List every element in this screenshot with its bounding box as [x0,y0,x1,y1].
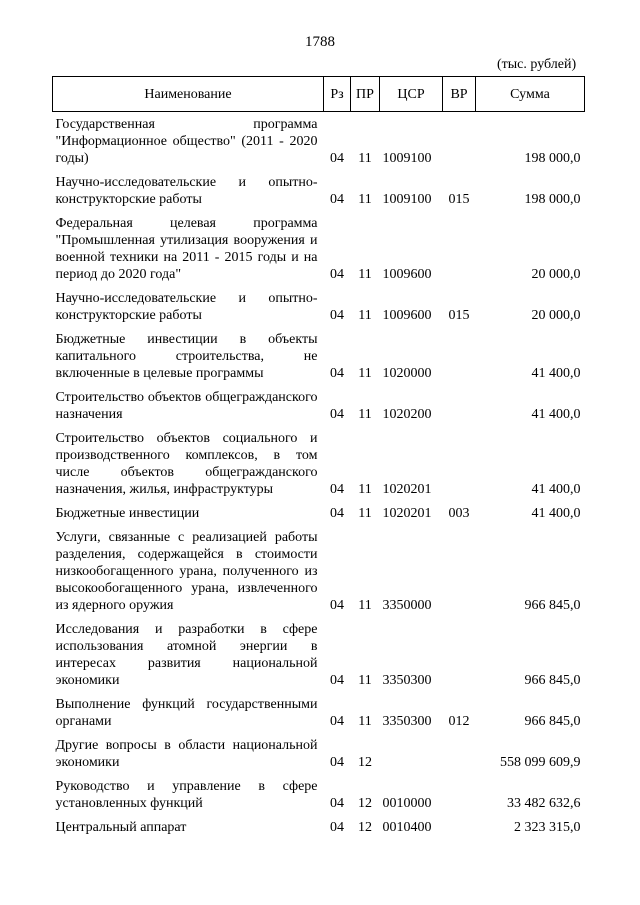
cell-vr: 003 [448,506,470,521]
cell-csr [380,733,443,774]
cell-pr: 12 [358,820,372,835]
column-header-vr: ВР [443,77,476,112]
table-row [53,211,585,286]
table-row [53,525,585,617]
cell-rz: 04 [330,308,344,323]
cell-name: Бюджетные инвестиции в объекты капитального строительства, не включенные в целевые программы [55,332,318,381]
cell-sum: 966 845,0 [524,714,581,729]
cell-pr: 11 [358,366,372,381]
cell-pr: 11 [358,267,372,282]
cell-rz: 04 [330,366,344,381]
table-row [53,774,585,815]
table-row [53,692,585,733]
cell-vr [443,815,476,839]
cell-vr [443,733,476,774]
table-row [53,815,585,839]
cell-csr: 1020000 [382,366,432,381]
cell-pr: 11 [358,151,372,166]
cell-name: Исследования и разработки в сфере использования атомной энергии в интересах развития национальной экономики [55,622,318,688]
cell-sum: 41 400,0 [531,482,581,497]
cell-pr: 11 [358,598,372,613]
cell-sum: 198 000,0 [524,192,581,207]
cell-csr: 3350300 [382,714,432,729]
cell-rz: 04 [330,482,344,497]
table-row [53,327,585,385]
cell-name: Научно-исследовательские и опытно-конструкторские работы [55,291,318,323]
cell-vr [443,426,476,501]
cell-csr: 1020200 [382,407,432,422]
cell-vr [443,385,476,426]
cell-name: Строительство объектов общегражданского назначения [55,390,318,422]
cell-vr [443,112,476,171]
column-header-name: Наименование [53,77,324,112]
cell-vr: 015 [448,308,470,323]
cell-pr: 11 [358,673,372,688]
cell-vr: 012 [448,714,470,729]
cell-csr: 3350000 [382,598,432,613]
cell-csr: 3350300 [382,673,432,688]
cell-name: Другие вопросы в области национальной экономики [55,738,318,770]
cell-sum: 41 400,0 [531,366,581,381]
table-row [53,501,585,525]
cell-rz: 04 [330,407,344,422]
cell-csr: 0010400 [382,820,432,835]
units-note: (тыс. рублей) [497,57,577,72]
cell-vr [443,774,476,815]
cell-pr: 11 [358,482,372,497]
cell-sum: 198 000,0 [524,151,581,166]
cell-pr: 12 [358,755,372,770]
cell-vr [443,211,476,286]
cell-rz: 04 [330,714,344,729]
cell-sum: 558 099 609,9 [500,755,581,770]
cell-pr: 11 [358,407,372,422]
cell-name: Услуги, связанные с реализацией работы разделения, содержащейся в стоимости низкообогащенного урана, полученного из высокообогащенного урана, извлеченного из ядерного оружия [55,530,318,613]
cell-csr: 1009100 [382,151,432,166]
table-row [53,170,585,211]
cell-name: Государственная программа "Информационное общество" (2011 - 2020 годы) [55,117,318,166]
cell-rz: 04 [330,506,344,521]
cell-csr: 0010000 [382,796,432,811]
cell-vr [443,525,476,617]
table-row [53,617,585,692]
table-row [53,426,585,501]
cell-name: Руководство и управление в сфере установленных функций [55,779,318,811]
column-header-pr: ПР [351,77,380,112]
cell-name: Центральный аппарат [55,820,187,835]
budget-table [52,76,585,839]
cell-rz: 04 [330,267,344,282]
cell-rz: 04 [330,598,344,613]
cell-vr [443,327,476,385]
cell-rz: 04 [330,192,344,207]
cell-name: Бюджетные инвестиции [55,506,200,521]
cell-pr: 11 [358,506,372,521]
cell-sum: 20 000,0 [531,308,581,323]
cell-sum: 2 323 315,0 [514,820,581,835]
cell-pr: 11 [358,192,372,207]
cell-pr: 11 [358,308,372,323]
cell-sum: 41 400,0 [531,506,581,521]
column-header-csr: ЦСР [380,77,443,112]
cell-name: Федеральная целевая программа "Промышленная утилизация вооружения и военной техники на 2011 - 2015 годы и на период до 2020 года" [55,216,318,282]
cell-csr: 1009600 [382,308,432,323]
table-body [53,112,585,840]
cell-sum: 41 400,0 [531,407,581,422]
cell-sum: 33 482 632,6 [507,796,581,811]
table-row [53,286,585,327]
cell-rz: 04 [330,820,344,835]
table-row [53,733,585,774]
cell-csr: 1009100 [382,192,432,207]
cell-csr: 1020201 [382,482,432,497]
cell-name: Научно-исследовательские и опытно-конструкторские работы [55,175,318,207]
cell-name: Строительство объектов социального и производственного комплексов, в том числе объектов общегражданского назначения, жилья, инфраструктуры [55,431,318,497]
cell-rz: 04 [330,796,344,811]
cell-name: Выполнение функций государственными органами [55,697,318,729]
table-row [53,112,585,171]
cell-sum: 20 000,0 [531,267,581,282]
cell-sum: 966 845,0 [524,598,581,613]
column-header-sum: Сумма [476,77,585,112]
cell-sum: 966 845,0 [524,673,581,688]
cell-rz: 04 [330,151,344,166]
table-row [53,385,585,426]
page-number: 1788 [305,34,335,50]
cell-pr: 12 [358,796,372,811]
cell-pr: 11 [358,714,372,729]
table-header-row [53,77,585,112]
cell-vr: 015 [448,192,470,207]
column-header-rz: Рз [324,77,351,112]
cell-rz: 04 [330,755,344,770]
cell-csr: 1009600 [382,267,432,282]
cell-rz: 04 [330,673,344,688]
cell-vr [443,617,476,692]
cell-csr: 1020201 [382,506,432,521]
